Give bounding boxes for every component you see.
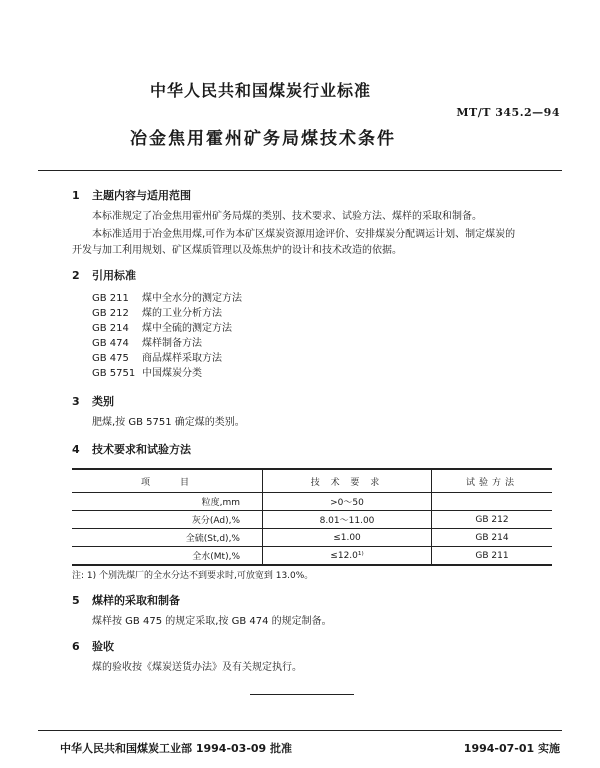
column-header: 试验方法	[432, 469, 553, 493]
table-cell: GB 214	[432, 529, 553, 547]
table-row	[72, 511, 552, 529]
document-title: 冶金焦用霍州矿务局煤技术条件	[130, 129, 396, 149]
section-1-para-2: 本标准适用于冶金焦用煤,可作为本矿区煤炭资源用途评价、安排煤炭分配调运计划、制定煤炭的	[92, 229, 516, 240]
reference-item	[92, 291, 242, 306]
table-cell: >0～50	[263, 493, 432, 511]
table-cell	[432, 493, 553, 511]
technical-requirements-table	[72, 468, 552, 566]
reference-name: 煤的工业分析方法	[142, 308, 222, 319]
section-title: 主题内容与适用范围	[92, 189, 191, 202]
section-number: 6	[72, 640, 80, 653]
table-header-row	[72, 469, 552, 493]
table-cell: 全硫(St,d),%	[72, 529, 263, 547]
section-1-heading	[72, 187, 191, 203]
section-title: 类别	[92, 395, 114, 408]
section-number: 4	[72, 443, 80, 456]
reference-code: GB 211	[92, 293, 129, 304]
reference-name: 中国煤炭分类	[142, 368, 202, 379]
table-cell: 8.01～11.00	[263, 511, 432, 529]
standard-number: MT/T 345.2—94	[456, 106, 560, 119]
reference-name: 煤中全水分的测定方法	[142, 293, 242, 304]
table-footnote: 注: 1) 个别洗煤厂的全水分达不到要求时,可放宽到 13.0%。	[72, 571, 314, 581]
section-5-heading	[72, 592, 180, 608]
table-cell: ≤1.00	[263, 529, 432, 547]
section-number: 2	[72, 269, 80, 282]
reference-item	[92, 336, 202, 351]
table-row	[72, 529, 552, 547]
table-cell: ≤12.0¹⁾	[263, 547, 432, 566]
section-1-para-2-cont: 开发与加工利用规划、矿区煤质管理以及炼焦炉的设计和技术改造的依据。	[72, 245, 402, 256]
section-3-para: 肥煤,按 GB 5751 确定煤的类别。	[92, 417, 245, 428]
section-title: 验收	[92, 640, 114, 653]
table-cell: GB 211	[432, 547, 553, 566]
reference-item	[92, 366, 202, 381]
section-6-para: 煤的验收按《煤炭送货办法》及有关规定执行。	[92, 662, 302, 673]
section-1-para-1: 本标准规定了冶金焦用霍州矿务局煤的类别、技术要求、试验方法、煤样的采取和制备。	[92, 211, 482, 222]
reference-name: 煤中全硫的测定方法	[142, 323, 232, 334]
end-rule	[250, 694, 354, 695]
section-number: 1	[72, 189, 80, 202]
reference-code: GB 214	[92, 323, 129, 334]
column-header: 项 目	[72, 469, 263, 493]
section-2-heading	[72, 267, 136, 283]
approval-line: 中华人民共和国煤炭工业部 1994-03-09 批准	[60, 742, 293, 755]
section-5-para: 煤样按 GB 475 的规定采取,按 GB 474 的规定制备。	[92, 616, 332, 627]
header-rule	[38, 170, 562, 171]
section-4-heading	[72, 441, 191, 457]
section-title: 技术要求和试验方法	[92, 443, 191, 456]
table-cell: 全水(Mt),%	[72, 547, 263, 566]
section-3-heading	[72, 393, 114, 409]
reference-code: GB 212	[92, 308, 129, 319]
reference-code: GB 474	[92, 338, 129, 349]
footer-rule	[38, 730, 562, 731]
reference-code: GB 475	[92, 353, 129, 364]
table-row	[72, 547, 552, 566]
reference-name: 商品煤样采取方法	[142, 353, 222, 364]
section-number: 3	[72, 395, 80, 408]
table-row	[72, 493, 552, 511]
section-title: 引用标准	[92, 269, 136, 282]
reference-item	[92, 306, 222, 321]
issuer-title: 中华人民共和国煤炭行业标准	[150, 81, 372, 100]
column-header: 技 术 要 求	[263, 469, 432, 493]
table-cell: GB 212	[432, 511, 553, 529]
reference-name: 煤样制备方法	[142, 338, 202, 349]
reference-code: GB 5751	[92, 368, 136, 379]
section-number: 5	[72, 594, 80, 607]
table-cell: 灰分(Ad),%	[72, 511, 263, 529]
reference-item	[92, 351, 222, 366]
effective-date: 1994-07-01 实施	[463, 742, 560, 755]
table-cell: 粒度,mm	[72, 493, 263, 511]
section-6-heading	[72, 638, 114, 654]
section-title: 煤样的采取和制备	[92, 594, 180, 607]
reference-item	[92, 321, 232, 336]
